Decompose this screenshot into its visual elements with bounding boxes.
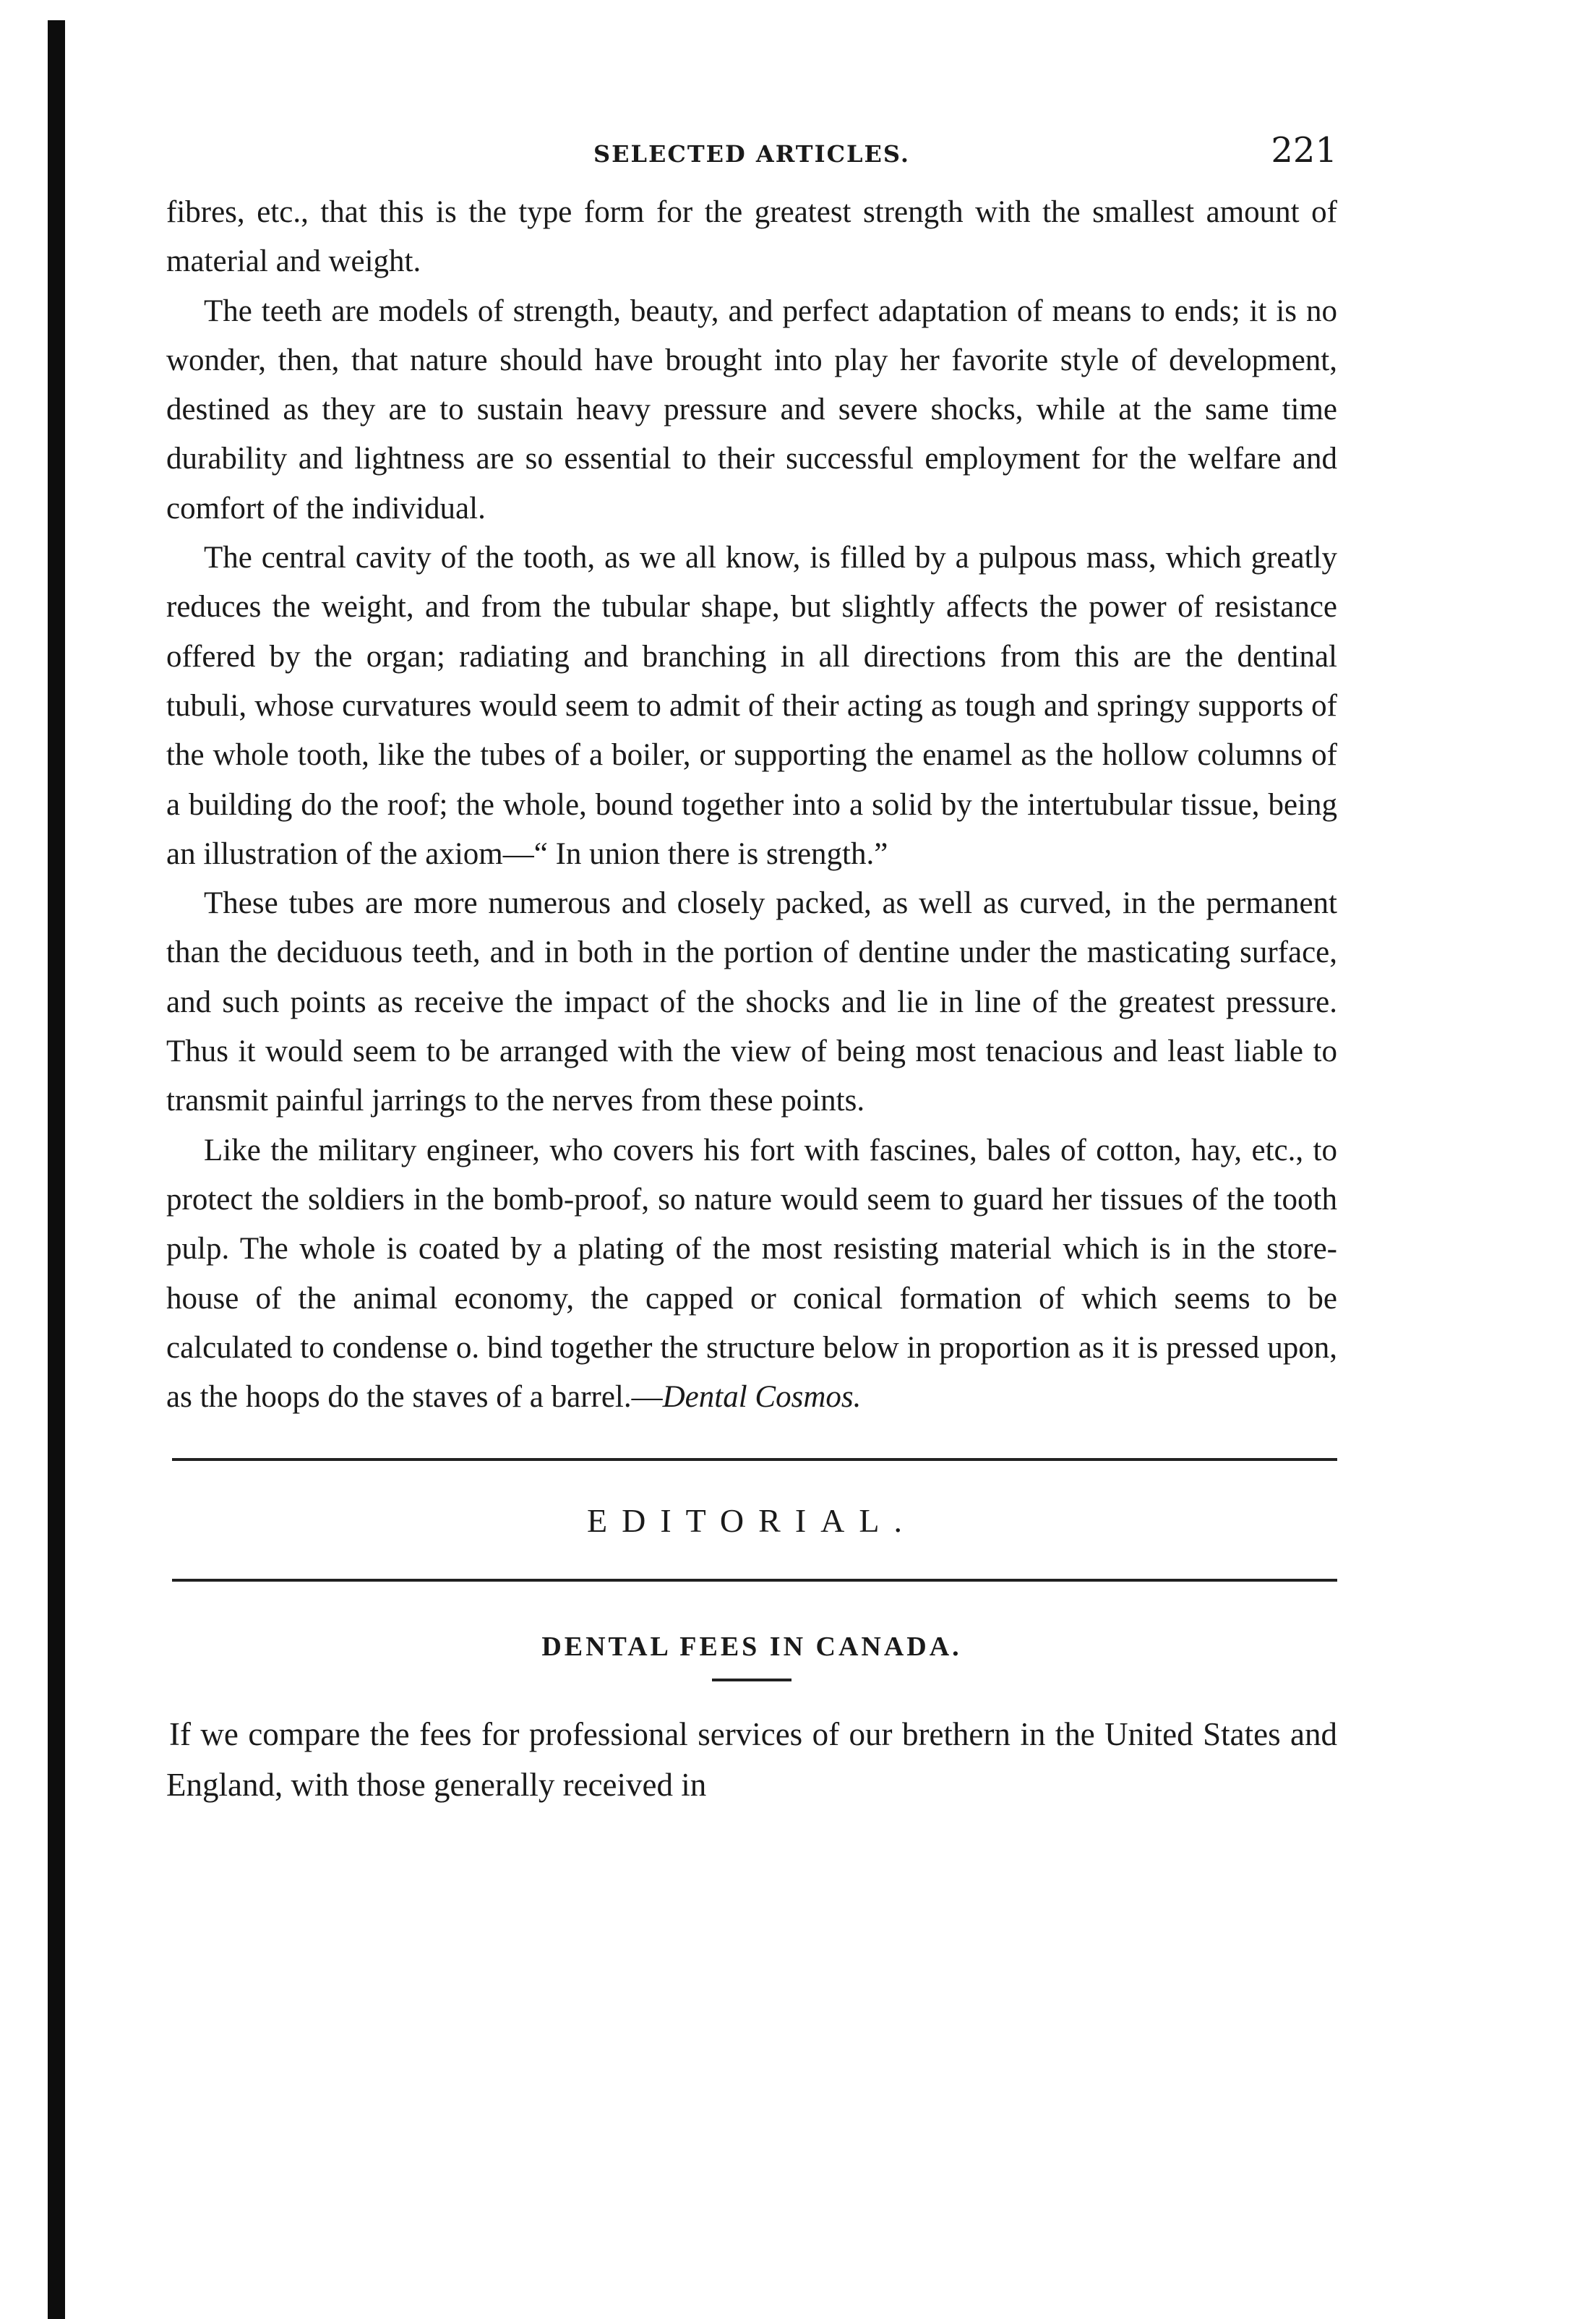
article-source: Dental Cosmos. <box>662 1380 862 1415</box>
section-title: EDITORIAL. <box>587 1502 917 1540</box>
article-paragraph: The central cavity of the tooth, as we all know, is filled by a pulpous mass, which greatly reduces the weight, and from the tubular shape, but slightly affects the power of resistance offered by the organ; radiating and branching in all directions from this are the dentinal tubuli, whose curvatures would seem to admit of their acting as tough and springy supports of the whole tooth, like the tubes of a boiler, or supporting the enamel as the hollow columns of a building do the roof; the whole, bound together into a solid by the intertubular tissue, being an illustration of the axiom—“ In union there is strength.” <box>166 541 1337 871</box>
editorial-body <box>166 1709 1337 1810</box>
editorial-paragraph: If we compare the fees for professional services of our brethern in the United States and England, with those generally received in <box>166 1716 1337 1804</box>
article-paragraph-last <box>166 1126 1337 1423</box>
editorial-article-title: DENTAL FEES IN CANADA. <box>541 1632 962 1663</box>
page-number: 221 <box>1271 130 1337 171</box>
section-rule-bottom <box>172 1579 1337 1582</box>
article-paragraph: These tubes are more numerous and closely packed, as well as curved, in the permanent than the deciduous teeth, and in both in the portion of dentine under the masticating surface, and such points as receive the impact of the shocks and lie in line of the greatest pressure. Thus it would seem to be arranged with the view of being most tenacious and least liable to transmit painful jarrings to the nerves from these points. <box>166 886 1337 1118</box>
page <box>166 123 1337 1810</box>
title-ornament-rule <box>712 1679 791 1681</box>
article-paragraph-text: Like the military engineer, who covers his fort with fascines, bales of cotton, hay, etc., to protect the soldiers in the bomb-proof, so nature would seem to guard her tissues of the tooth pulp. The whole is coated by a plating of the most resisting material which is in the store-house of the animal economy, the capped or conical formation of which seems to be calculated to condense o. bind together the structure below in proportion as it is pressed upon, as the hoops do the staves of a barrel.— <box>166 1133 1337 1415</box>
article-paragraph: The teeth are models of strength, beauty, and perfect adaptation of means to ends; it is no wonder, then, that nature should have brought into play her favorite style of development, destined as they are to sustain heavy pressure and severe shocks, while at the same time durability and lightness are so essential to their successful employment for the welfare and comfort of the individual. <box>166 293 1337 526</box>
running-title: SELECTED ARTICLES. <box>593 140 911 168</box>
article-body <box>166 188 1337 1422</box>
article-paragraph: fibres, etc., that this is the type form for the greatest strength with the smallest amount of material and weight. <box>166 195 1337 279</box>
section-rule-top <box>172 1458 1337 1461</box>
running-head <box>166 123 1337 188</box>
scan-binding-edge <box>48 20 65 2319</box>
